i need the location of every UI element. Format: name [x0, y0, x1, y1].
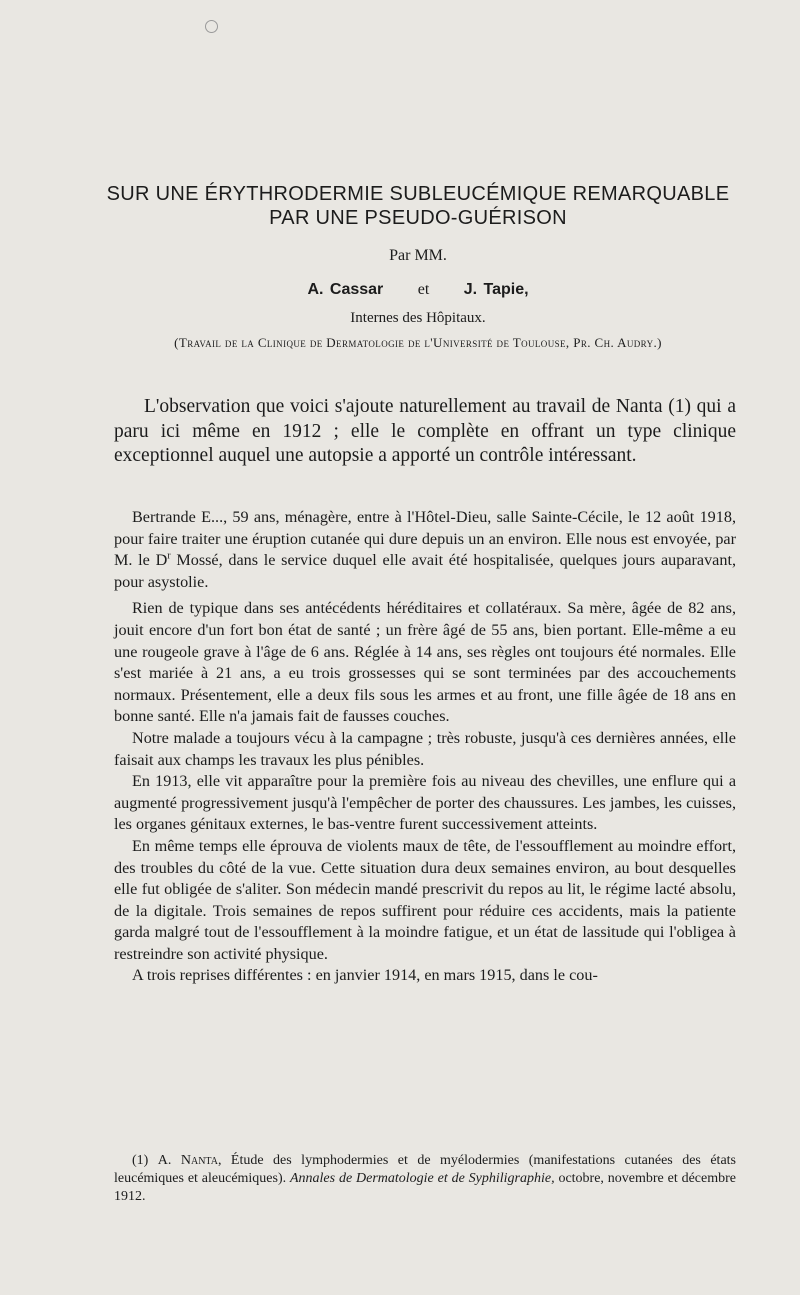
title-line-2: PAR UNE PSEUDO-GUÉRISON — [269, 207, 567, 229]
article-body — [114, 507, 736, 987]
paragraph-4: En 1913, elle vit apparaître pour la première fois au niveau des chevilles, une enflure qui a augmenté progressivement jusqu'à l'empêcher de porter des chaussures. Les jambes, les cuisses, les organes génitaux externes, le bas-ventre furent successivement atteints. — [114, 772, 736, 834]
authors — [100, 281, 736, 299]
paragraph-1-text: Bertrande E..., 59 ans, ménagère, entre à l'Hôtel-Dieu, salle Sainte-Cécile, le 12 août 1918, pour faire traiter une éruption cutanée qui dure depuis un an environ. Elle nous est envoyée, par M. le D — [114, 508, 736, 570]
footnote-date: octobre, novembre et décembre 1912. — [114, 1171, 736, 1204]
lead-paragraph: L'observation que voici s'ajoute naturellement au travail de Nanta (1) qui a paru ici même en 1912 ; elle le complète en offrant un type clinique exceptionnel auquel une autopsie a apporté un contrôle intéressant. — [114, 396, 736, 466]
footnote-text: Étude des lymphodermies et de myélodermies (manifestations cutanées des états leucémiques et aleucémiques). — [114, 1153, 736, 1186]
footnote-journal: Annales de Dermatologie et de Syphiligraphie, — [289, 1171, 555, 1186]
title-line-1: SUR UNE ÉRYTHRODERMIE SUBLEUCÉMIQUE REMARQUABLE — [106, 183, 730, 205]
author-tapie: J. Tapie, — [463, 281, 529, 298]
author-cassar: A. Cassar — [307, 281, 384, 298]
footnote-author: A. Nanta, — [157, 1153, 222, 1168]
paragraph-6: A trois reprises différentes : en janvier 1914, en mars 1915, dans le cou- — [132, 966, 598, 985]
affiliation: Internes des Hôpitaux. — [350, 310, 486, 326]
paragraph-1 — [114, 507, 736, 593]
footnote — [114, 1152, 736, 1206]
byline: Par MM. — [389, 247, 447, 264]
paragraph-1-superscript: r — [167, 550, 171, 562]
article-title — [100, 182, 736, 230]
author-separator: et — [417, 281, 430, 298]
paragraph-3: Notre malade a toujours vécu à la campagne ; très robuste, jusqu'à ces dernières années, elle faisait aux champs les travaux les plus pénibles. — [114, 728, 736, 769]
paragraph-1-text-end: Mossé, dans le service duquel elle avait été hospitalisée, quelques jours auparavant, pour asystolie. — [114, 551, 736, 591]
footnote-number: (1) — [132, 1153, 158, 1168]
page-corner-mark — [205, 20, 218, 33]
institution-note: (Travail de la Clinique de Dermatologie de l'Université de Toulouse, Pr. Ch. Audry.) — [174, 335, 662, 350]
paragraph-5: En même temps elle éprouva de violents maux de tête, de l'essoufflement au moindre effort, des troubles du côté de la vue. Cette situation dura deux semaines environ, au bout desquelles elle fut obligée de s'aliter. Son médecin mandé prescrivit du repos au lit, le régime lacté absolu, de la digitale. Trois semaines de repos suffirent pour réduire ces accidents, mais la patiente garda malgré tout de l'essoufflement à la moindre fatigue, et un état de lassitude qui l'obligea à restreindre son activité physique. — [114, 836, 736, 963]
paragraph-2: Rien de typique dans ses antécédents héréditaires et collatéraux. Sa mère, âgée de 82 ans, jouit encore d'un fort bon état de santé ; un frère âgé de 55 ans, bien portant. Elle-même a eu une rougeole grave à l'âge de 6 ans. Réglée à 14 ans, ses règles ont toujours été normales. Elle s'est mariée à 21 ans, a eu trois grossesses qui se sont terminées par des accouchements normaux. Présentement, elle a deux fils sous les armes et au front, une fille âgée de 18 ans en bonne santé. Elle n'a jamais fait de fausses couches. — [114, 599, 736, 726]
